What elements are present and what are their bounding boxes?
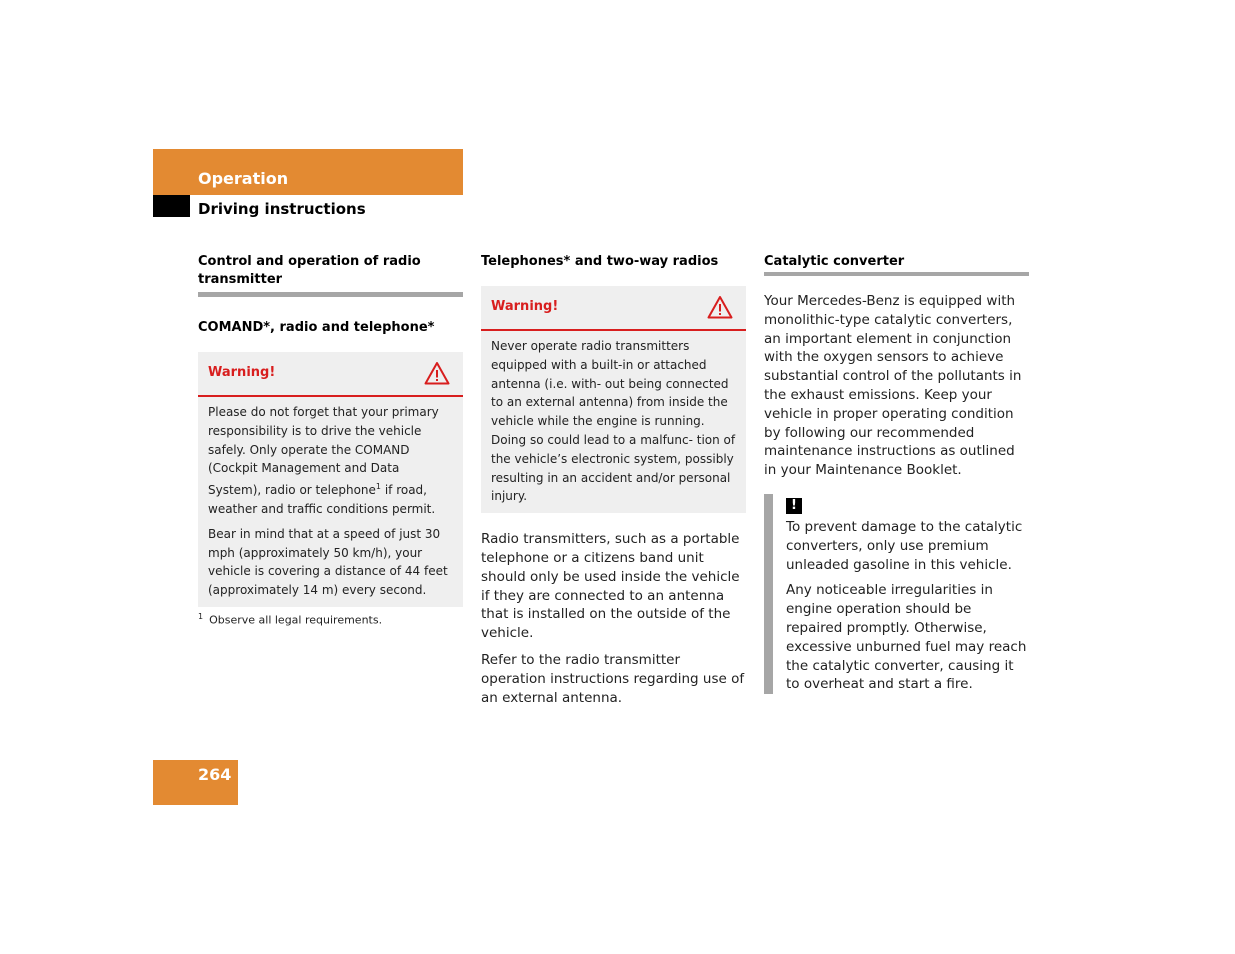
notice-paragraph: To prevent damage to the catalytic converters, only use premium unleaded gasoline in this vehicle. [786,518,1023,573]
warning-triangle-icon [424,361,450,385]
warning-triangle-icon [707,295,733,319]
exclamation-icon: ! [786,498,802,514]
warning-label: Warning! [491,299,559,314]
body-text [481,530,746,707]
subheading: COMAND*, radio and telephone* [198,320,435,335]
warning-header [198,352,463,397]
section-title: Operation [198,169,289,188]
subsection-title: Driving instructions [198,200,366,218]
paragraph: Radio transmitters, such as a portable telephone or a citizens band unit should only be used inside the vehicle if they are connected to an antenna that is installed on the outside of the vehicle. [481,531,740,642]
footnote: $^1$ Observe all legal requirements. [198,611,383,627]
section-heading: Catalytic converter [764,253,1029,276]
body-text [764,292,1029,480]
warning-body [481,331,746,513]
warning-paragraph: Please do not forget that your primary responsibility is to drive the vehicle safely. Only operate the COMAND (Cockpit Management and Data System), radio or telephone$^1$ if road, weather and traffic conditions permit. [208,405,439,516]
subsection-marker [153,195,190,217]
notice-bar [764,494,773,694]
column-catalytic-converter [764,253,1029,694]
warning-header [481,286,746,331]
paragraph: Refer to the radio transmitter operation instructions regarding use of an external antenna. [481,651,745,706]
section-heading: Telephones* and two-way radios [481,254,719,269]
footnote-ref: 1 [375,482,381,492]
warning-paragraph: Bear in mind that at a speed of just 30 mph (approximately 50 km/h), your vehicle is covering a distance of 44 feet (approximately 14 m) every second. [208,526,448,598]
warning-body [198,397,463,607]
warning-box [481,286,746,513]
page-number: 264 [198,765,232,784]
section-heading: Control and operation of radio transmitter [198,253,463,297]
warning-paragraph: Never operate radio transmitters equipped with a built-in or attached antenna (i.e. with- out being connected to an external antenna) from inside the vehicle while the engine is running. Doing so could lead to a malfunc- tion of the vehicle’s electronic system, possibly resulting in an accident and/or personal injury. [491,339,736,504]
paragraph: Your Mercedes-Benz is equipped with monolithic-type catalytic converters, an important element in conjunction with the oxygen sensors to achieve substantial control of the pollutants in the exhaust emissions. Keep your vehicle in proper operating condition by following our recommended maintenance instructions as outlined in your Maintenance Booklet. [764,293,1022,479]
warning-label: Warning! [208,365,276,380]
warning-box [198,352,463,607]
notice-box [764,494,1029,694]
notice-paragraph: Any noticeable irregularities in engine operation should be repaired promptly. Otherwise, excessive unburned fuel may reach the catalytic converter, causing it to overheat and start a fire. [786,582,1027,693]
column-telephones [481,253,746,715]
column-radio-transmitter [198,253,463,627]
